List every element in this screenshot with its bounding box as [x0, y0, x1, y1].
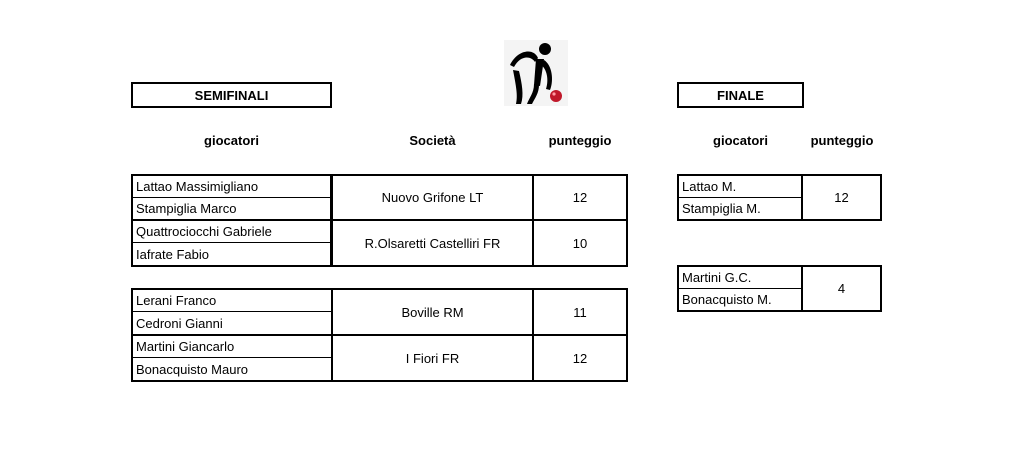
score: 12 — [572, 190, 588, 205]
score: 11 — [573, 304, 587, 320]
player-name: Bonacquisto Mauro — [136, 361, 249, 377]
team-name: Boville RM — [401, 304, 464, 320]
finale-header-punteggio: punteggio — [810, 133, 874, 148]
player-name: Lerani Franco — [136, 293, 217, 308]
player-name: Martini Giancarlo — [136, 339, 235, 354]
finale-title: FINALE — [677, 82, 804, 108]
team-name: I Fiori FR — [405, 350, 460, 366]
header-punteggio: punteggio — [548, 133, 612, 148]
score: 12 — [572, 350, 588, 366]
team-name: R.Olsaretti Castelliri FR — [364, 235, 501, 251]
player-name: Iafrate Fabio — [136, 246, 209, 262]
team-name: Nuovo Grifone LT — [381, 190, 484, 205]
bocce-player-icon — [504, 40, 568, 106]
player-name: Quattrociocchi Gabriele — [136, 224, 272, 239]
score: 10 — [572, 235, 588, 251]
player-name: Lattao Massimigliano — [136, 179, 259, 194]
score: 12 — [834, 190, 849, 205]
player-name: Martini G.C. — [682, 270, 752, 285]
bocce-player-logo — [504, 40, 568, 106]
player-name: Bonacquisto M. — [682, 292, 772, 307]
player-name: Lattao M. — [682, 179, 737, 194]
finale-header-giocatori: giocatori — [713, 133, 768, 148]
score: 4 — [837, 281, 846, 296]
header-giocatori: giocatori — [204, 133, 259, 148]
semifinali-title: SEMIFINALI — [131, 82, 332, 108]
player-name: Stampiglia M. — [682, 201, 761, 216]
player-name: Stampiglia Marco — [136, 201, 237, 216]
player-name: Cedroni Gianni — [136, 315, 223, 331]
header-societa: Società — [409, 133, 456, 148]
